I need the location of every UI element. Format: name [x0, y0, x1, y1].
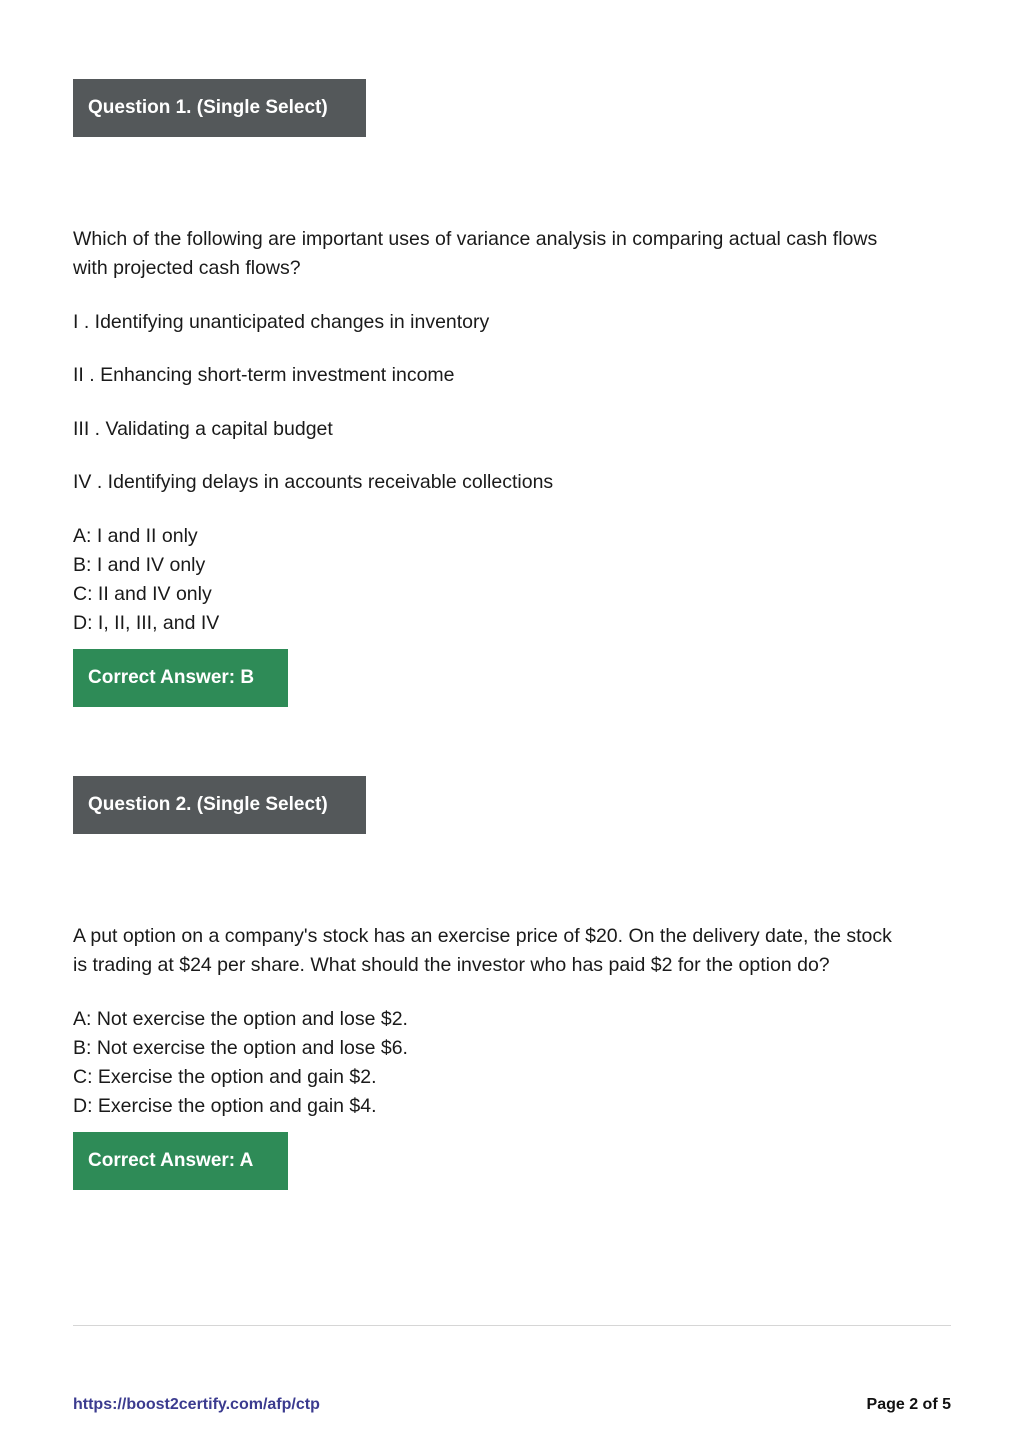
question-2-stem — [73, 922, 953, 980]
question-2-option-c[interactable]: C: Exercise the option and gain $2. — [73, 1066, 377, 1088]
question-1-option-d[interactable]: D: I, II, III, and IV — [73, 612, 220, 634]
question-2-option-b[interactable]: B: Not exercise the option and lose $6. — [73, 1037, 408, 1059]
question-1-option-a[interactable]: A: I and II only — [73, 525, 198, 547]
question-1-statement-1: I . Identifying unanticipated changes in inventory — [73, 311, 490, 333]
question-2-option-d[interactable]: D: Exercise the option and gain $4. — [73, 1095, 377, 1117]
footer-divider — [73, 1325, 951, 1326]
question-2-options — [73, 1005, 953, 1121]
question-2-correct-answer: Correct Answer: A — [73, 1132, 288, 1190]
question-1-stem-line-2: with projected cash flows? — [73, 257, 301, 279]
question-1-option-b[interactable]: B: I and IV only — [73, 554, 206, 576]
question-1-stem — [73, 225, 953, 283]
question-1-options — [73, 522, 953, 638]
question-1-option-c[interactable]: C: II and IV only — [73, 583, 212, 605]
question-1-stem-line-1: Which of the following are important uses of variance analysis in comparing actual cash flows — [73, 228, 878, 250]
question-1-statement-2: II . Enhancing short-term investment income — [73, 364, 455, 386]
question-2-header: Question 2. (Single Select) — [73, 776, 366, 834]
question-1-header: Question 1. (Single Select) — [73, 79, 366, 137]
footer-url-link[interactable]: https://boost2certify.com/afp/ctp — [73, 1396, 320, 1413]
question-1-statement-4: IV . Identifying delays in accounts receivable collections — [73, 471, 554, 493]
question-2-stem-line-2: is trading at $24 per share. What should the investor who has paid $2 for the option do? — [73, 954, 830, 976]
question-1-statement-3: III . Validating a capital budget — [73, 418, 333, 440]
question-1-correct-answer: Correct Answer: B — [73, 649, 288, 707]
question-2-option-a[interactable]: A: Not exercise the option and lose $2. — [73, 1008, 408, 1030]
question-2-stem-line-1: A put option on a company's stock has an exercise price of $20. On the delivery date, the stock — [73, 925, 892, 947]
page-number: Page 2 of 5 — [866, 1396, 951, 1413]
